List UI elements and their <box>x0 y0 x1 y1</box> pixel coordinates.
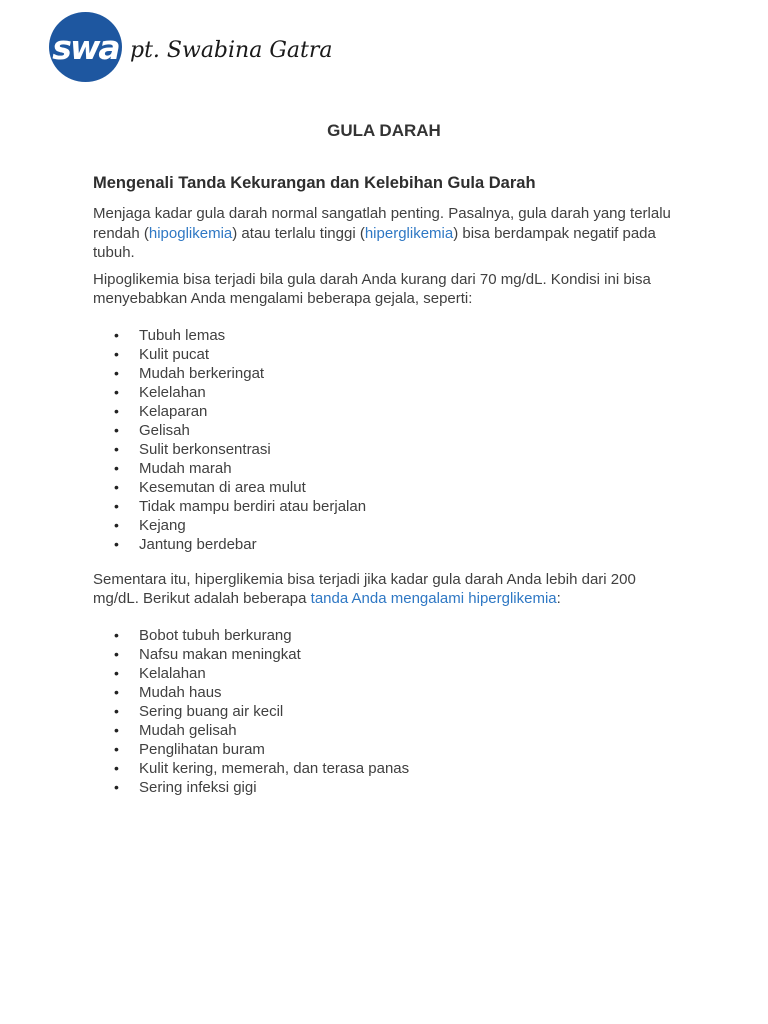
list-item: • Jantung berdebar <box>93 535 683 554</box>
list-item: • Tidak mampu berdiri atau berjalan <box>93 497 683 516</box>
list-item: • Gelisah <box>93 421 683 440</box>
logo-text: swa <box>52 27 119 67</box>
hyper-text-b: : <box>556 590 561 607</box>
hiperglikemia-link[interactable]: hiperglikemia <box>364 224 454 242</box>
hyperglycemia-paragraph <box>93 570 683 609</box>
hyperglycemia-symptom-list <box>93 626 683 797</box>
intro-text-c: ) bisa berdampak negatif pada tubuh. <box>93 224 656 261</box>
hyperglycemia-signs-link[interactable]: tanda Anda mengalami hiperglikemia <box>310 590 557 607</box>
list-item: • Mudah marah <box>93 459 683 478</box>
company-logo <box>49 12 122 82</box>
list-item: • Mudah gelisah <box>93 721 683 740</box>
company-name: pt. Swabina Gatra <box>130 37 333 63</box>
list-item: • Kelalahan <box>93 664 683 683</box>
list-item: • Kelaparan <box>93 402 683 421</box>
list-item: • Penglihatan buram <box>93 740 683 759</box>
hipoglikemia-link[interactable]: hipoglikemia <box>148 224 233 242</box>
intro-paragraph <box>93 204 683 263</box>
hypoglycemia-paragraph: Hipoglikemia bisa terjadi bila gula darah Anda kurang dari 70 mg/dL. Kondisi ini bisa menyebabkan Anda mengalami beberapa gejala, seperti: <box>93 270 651 307</box>
list-item: • Nafsu makan meningkat <box>93 645 683 664</box>
list-item: • Sering buang air kecil <box>93 702 683 721</box>
list-item: • Kelelahan <box>93 383 683 402</box>
list-item: • Sering infeksi gigi <box>93 778 683 797</box>
list-item: • Mudah berkeringat <box>93 364 683 383</box>
list-item: • Tubuh lemas <box>93 326 683 345</box>
list-item: • Bobot tubuh berkurang <box>93 626 683 645</box>
document-body <box>93 174 683 813</box>
intro-text-b: ) atau terlalu tinggi ( <box>232 224 365 242</box>
intro-text-a: Menjaga kadar gula darah normal sangatlah penting. Pasalnya, gula darah yang terlalu rendah ( <box>93 205 671 242</box>
hypoglycemia-symptom-list <box>93 326 683 554</box>
company-header <box>49 12 333 82</box>
list-item: • Mudah haus <box>93 683 683 702</box>
list-item: • Sulit berkonsentrasi <box>93 440 683 459</box>
list-item: • Kesemutan di area mulut <box>93 478 683 497</box>
list-item: • Kulit pucat <box>93 345 683 364</box>
section-heading: Mengenali Tanda Kekurangan dan Kelebihan Gula Darah <box>93 174 536 192</box>
list-item: • Kulit kering, memerah, dan terasa panas <box>93 759 683 778</box>
hyper-text-a: Sementara itu, hiperglikemia bisa terjadi jika kadar gula darah Anda lebih dari 200 mg/dL. Berikut adalah beberapa <box>93 570 636 607</box>
document-title: GULA DARAH <box>327 121 441 140</box>
list-item: • Kejang <box>93 516 683 535</box>
